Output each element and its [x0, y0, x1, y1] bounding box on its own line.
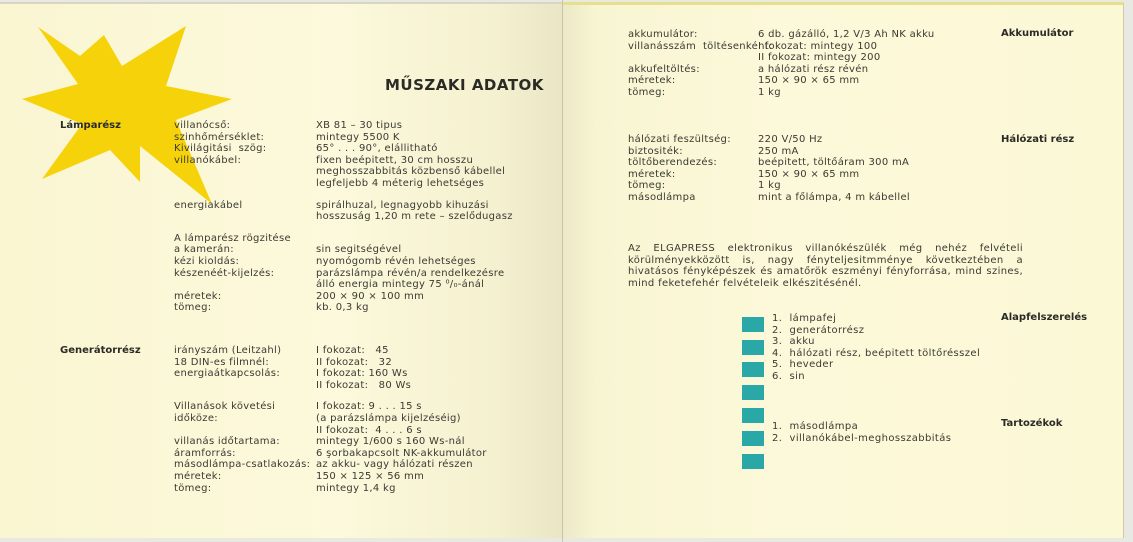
- list-item: 6. sin: [772, 370, 806, 382]
- spec-value: 150 × 90 × 65 mm: [758, 75, 860, 87]
- row-gap: [174, 391, 487, 401]
- spec-row: [628, 41, 935, 53]
- spec-row: [628, 87, 935, 99]
- spec-key: készenéét-kijelzés:: [174, 267, 275, 279]
- spec-row: [174, 401, 487, 413]
- spec-value: I fokozat: 45: [316, 345, 389, 356]
- spec-key: hálózati feszültség:: [628, 134, 731, 145]
- spec-key: méretek:: [628, 75, 676, 87]
- spec-row: [174, 413, 487, 425]
- spec-key: Kivilágitási szög:: [174, 143, 267, 155]
- list-item: 2. villanókábel-meghosszabbitás: [772, 432, 952, 444]
- spec-row: [174, 166, 513, 178]
- spec-list-halozati-resz: [628, 134, 910, 204]
- spec-key: méretek:: [174, 290, 222, 302]
- spec-value: hosszuság 1,20 m rete – szelődugasz: [316, 211, 513, 223]
- spec-key: [174, 380, 316, 392]
- teal-swatch-icon: [742, 340, 764, 355]
- spec-row: [174, 471, 487, 483]
- spec-row: [174, 143, 513, 155]
- spec-row: [628, 157, 910, 169]
- spec-row: [174, 120, 513, 132]
- spec-row: [174, 368, 487, 380]
- spec-row: [174, 233, 513, 245]
- spec-key: időköze:: [174, 412, 218, 424]
- spec-row: [174, 436, 487, 448]
- spec-row: [628, 180, 910, 192]
- spec-row: [174, 211, 513, 223]
- spec-row: [628, 192, 910, 204]
- spec-value: fixen beépitett, 30 cm hosszu: [316, 154, 474, 166]
- spec-value: 6 şorbakapcsolt NK-akkumulátor: [316, 447, 487, 459]
- spec-value: 220 V/50 Hz: [758, 134, 823, 145]
- spec-value: legfeljebb 4 méterig lehetséges: [316, 177, 485, 189]
- spec-value: 250 mA: [758, 145, 799, 157]
- spec-value: 1 kg: [758, 180, 781, 192]
- teal-swatch-icon: [742, 385, 764, 400]
- spec-value: 6 db. gázálló, 1,2 V/3 Ah NK akku: [758, 29, 935, 40]
- spec-row: [174, 483, 487, 495]
- accessories-list: [772, 421, 951, 444]
- spec-value: 150 × 125 × 56 mm: [316, 470, 425, 482]
- spec-row: [174, 291, 513, 303]
- spec-value: beépitett, töltőáram 300 mA: [758, 157, 910, 169]
- spec-row: [174, 268, 513, 280]
- list-item: 1. lámpafej: [772, 313, 837, 324]
- spec-row: [174, 459, 487, 471]
- spec-value: II fokozat: 80 Ws: [316, 379, 412, 391]
- list-item: 3. akku: [772, 336, 815, 348]
- spec-key: villanókábel:: [174, 154, 242, 166]
- spec-key: energiakábel: [174, 199, 243, 211]
- spec-value: XB 81 – 30 tipus: [316, 120, 403, 131]
- spec-value: parázslámpa révén/a rendelkezésre: [316, 267, 505, 279]
- spec-value: I fokozat: 9 . . . 15 s: [316, 401, 422, 413]
- spec-value: spirálhuzal, legnagyobb kihuzási: [316, 199, 489, 211]
- spec-row: [174, 380, 487, 392]
- row-gap: [174, 223, 513, 233]
- spec-key: [628, 52, 758, 64]
- spec-row: [174, 448, 487, 460]
- teal-swatch-icon: [742, 408, 764, 423]
- spec-key: kézi kioldás:: [174, 255, 240, 267]
- spec-key: [174, 166, 316, 178]
- spec-row: [628, 29, 935, 41]
- spec-value: 200 × 90 × 100 mm: [316, 290, 425, 302]
- row-gap: [174, 190, 513, 200]
- spec-row: [174, 279, 513, 291]
- spec-row: [174, 425, 487, 437]
- spec-key: [174, 178, 316, 190]
- spec-key: [174, 279, 316, 291]
- spec-key: akkumulátor:: [628, 29, 698, 40]
- spec-key: másodlámpa: [628, 191, 696, 203]
- spec-row: [174, 200, 513, 212]
- section-label-generatorresz: Generátorrész: [60, 345, 141, 356]
- spec-value: nyomógomb révén lehetséges: [316, 255, 476, 267]
- spec-row: [174, 302, 513, 314]
- spec-value: mint a főlámpa, 4 m kábellel: [758, 191, 910, 203]
- spec-key: irányszám (Leitzahl): [174, 345, 282, 356]
- spec-value: 65° . . . 90°, eláll​itható: [316, 143, 438, 155]
- spec-row: [628, 146, 910, 158]
- spec-value: II fokozat: 32: [316, 356, 392, 368]
- spec-key: biztositék:: [628, 145, 683, 157]
- section-label-tartozekok: Tartozékok: [1001, 418, 1063, 429]
- page-title: MŰSZAKI ADATOK: [385, 76, 544, 94]
- spec-value: meghosszabbitás közbenső kábellel: [316, 166, 506, 178]
- spec-key: tömeg:: [174, 482, 212, 494]
- list-item: 5. heveder: [772, 359, 834, 371]
- spec-value: mintegy 5500 K: [316, 131, 400, 143]
- spec-value: a hálózati rész révén: [758, 63, 869, 75]
- spec-key: villanás időtartama:: [174, 436, 280, 448]
- spec-key: áramforrás:: [174, 447, 236, 459]
- spec-row: [174, 357, 487, 369]
- spec-value: sin segitségével: [316, 244, 402, 256]
- spec-row: [174, 178, 513, 190]
- spec-value: mintegy 1,4 kg: [316, 482, 396, 494]
- spec-value: II fokozat: mintegy 200: [758, 52, 881, 64]
- spec-key: méretek:: [628, 168, 676, 180]
- spec-row: [174, 155, 513, 167]
- spec-row: [174, 256, 513, 268]
- spec-key: 18 DIN-es filmnél:: [174, 356, 270, 368]
- spec-value: kb. 0,3 kg: [316, 302, 369, 314]
- teal-swatch-icon: [742, 431, 764, 446]
- basic-equipment-list: [772, 313, 980, 383]
- spec-key: akkufeltöltés:: [628, 63, 700, 75]
- spec-value: II fokozat: 4 . . . 6 s: [316, 424, 422, 436]
- list-item: 1. másodlámpa: [772, 421, 859, 432]
- spec-value: álló energia mintegy 75 ⁰/₀-ánál: [316, 279, 485, 291]
- spec-key: méretek:: [174, 470, 222, 482]
- spec-key: villanásszám töltésenként:: [628, 40, 773, 52]
- spec-row: [628, 75, 935, 87]
- spec-key: szinhőmérséklet:: [174, 131, 265, 143]
- spec-list-lamparesz: [174, 120, 513, 314]
- spec-value: 150 × 90 × 65 mm: [758, 168, 860, 180]
- list-item: 4. hálózati rész, beépitett töltőrésszel: [772, 347, 981, 359]
- left-page: [0, 2, 562, 538]
- spec-key: tömeg:: [628, 180, 666, 192]
- spec-value: mintegy 1/600 s 160 Ws-nál: [316, 436, 465, 448]
- spec-row: [628, 134, 910, 146]
- spec-key: energiaátkapcsolás:: [174, 368, 280, 380]
- spec-key: a kamerán:: [174, 244, 234, 256]
- list-item: 2. generátorrész: [772, 324, 865, 336]
- spec-key: Villanások követési: [174, 401, 276, 413]
- spec-key: töltőberendezés:: [628, 157, 718, 169]
- spec-value: (a parázslámpa kijelzéséig): [316, 412, 461, 424]
- teal-swatch-icon: [742, 317, 764, 332]
- description-paragraph: Az ELGAPRESS elektronikus villanókészülék még nehéz felvételi körülményekközött is, nagy fényteljesitmménye következtében a hivatásos fényképészek és amatőrök eszményi fényforrása, mind szines, mind feketefehér felvételeik elkészitésénél.: [628, 243, 1023, 289]
- spec-value: I fokozat: mintegy 100: [758, 40, 878, 52]
- spec-value: I fokozat: 160 Ws: [316, 368, 408, 380]
- teal-swatch-icon: [742, 454, 764, 469]
- spec-key: tömeg:: [174, 302, 212, 314]
- section-label-halozati-resz: Hálózati rész: [1001, 134, 1075, 145]
- spec-value: 1 kg: [758, 86, 781, 98]
- spec-row: [628, 52, 935, 64]
- spec-list-akkumulator: [628, 29, 935, 99]
- spec-key: másodlámpa-csatlakozás:: [174, 459, 311, 471]
- spec-row: [174, 244, 513, 256]
- teal-swatch-icon: [742, 362, 764, 377]
- spec-key: tömeg:: [628, 86, 666, 98]
- section-label-lamparesz: Lámparész: [60, 120, 121, 131]
- spec-row: [628, 169, 910, 181]
- spec-key: [174, 425, 316, 437]
- spec-row: [174, 345, 487, 357]
- section-label-alapfelszereles: Alapfelszerelés: [1001, 312, 1088, 323]
- spec-key: A lámparész rögzitése: [174, 232, 291, 244]
- spec-list-generatorresz: [174, 345, 487, 494]
- spec-row: [174, 132, 513, 144]
- spec-row: [628, 64, 935, 76]
- spec-key: [174, 211, 316, 223]
- spec-key: villanócső:: [174, 120, 231, 131]
- spec-value: az akku- vagy hálózati részen: [316, 459, 473, 471]
- section-label-akkumulator: Akkumulátor: [1001, 28, 1074, 39]
